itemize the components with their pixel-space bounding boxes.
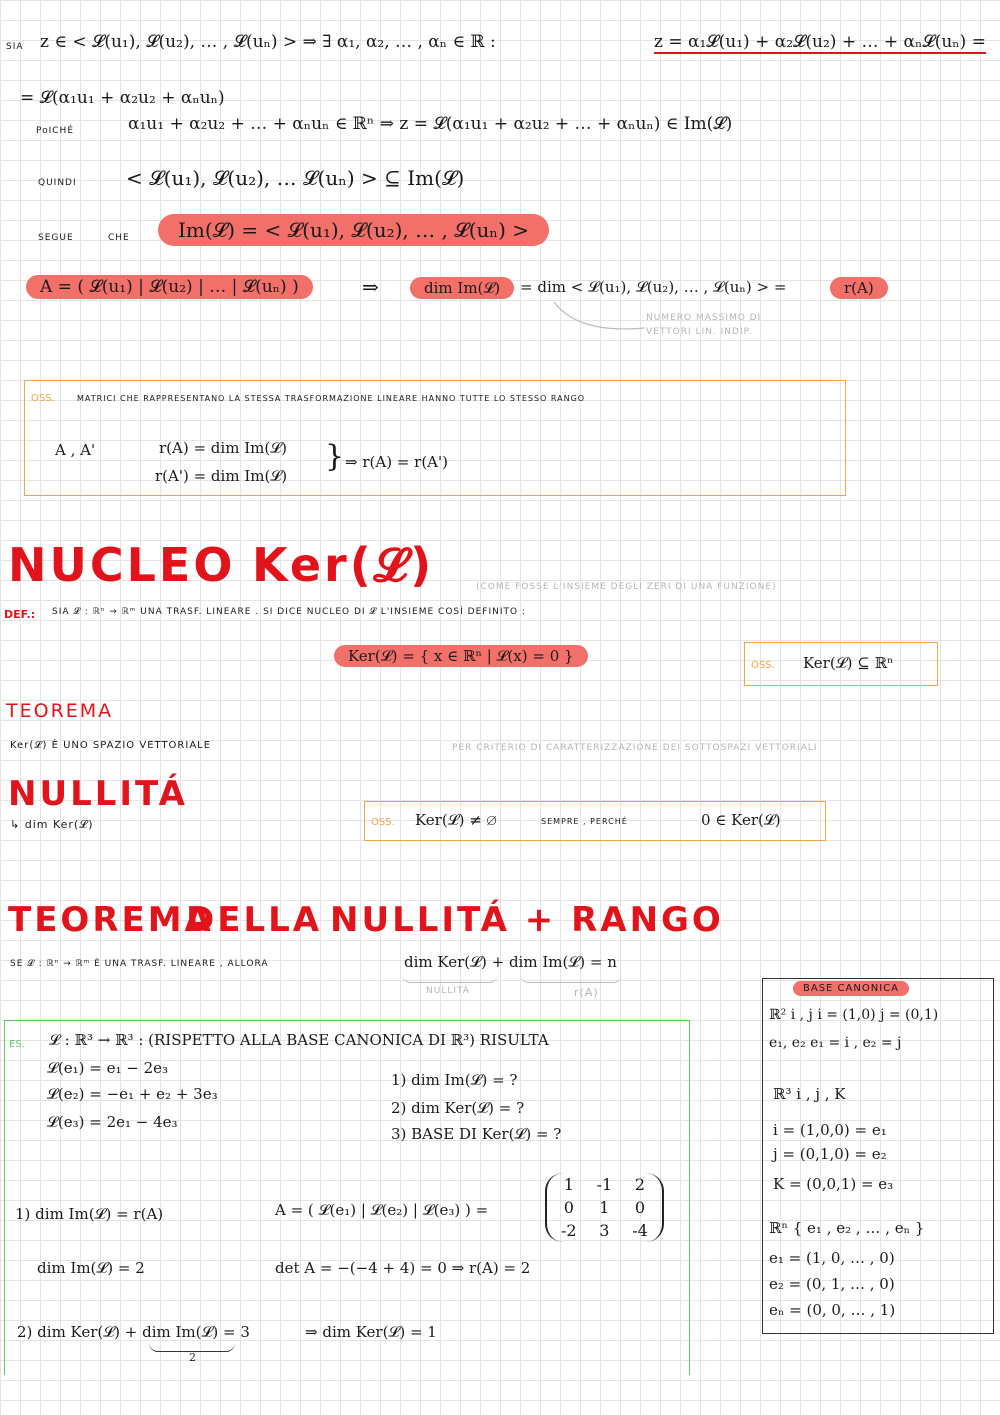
oss-ker-box: [744, 642, 938, 686]
matrix-cell: -1: [596, 1175, 613, 1194]
nullita-text: ↳ dim Ker(𝓛): [10, 818, 94, 831]
nucleo-title: NUCLEO: [8, 538, 236, 592]
matrix-row: [551, 1173, 658, 1196]
def-label: DEF.:: [4, 608, 36, 621]
oss-ker-nonempty-box: [364, 801, 826, 841]
ker-title: Ker(𝓛): [252, 538, 435, 592]
note-lin-indep: VETTORI LIN. INDIP.: [646, 327, 753, 337]
example-head: 𝓛 : ℝ³ → ℝ³ : (RISPETTO ALLA BASE CANONICA DI ℝ³) RISULTA: [49, 1031, 549, 1049]
zero-in-ker: 0 ∈ Ker(𝓛): [701, 811, 781, 829]
r3-k: K = (0,0,1) = e₃: [773, 1175, 894, 1193]
oss-label: OSS.: [751, 660, 775, 671]
example-box: [4, 1020, 690, 1375]
note-arrow-icon: [548, 300, 648, 340]
matrix-a-definition: A = ( 𝓛(u₁) | 𝓛(u₂) | … | 𝓛(uₙ) ): [26, 275, 313, 299]
question-1: 1) dim Im(𝓛) = ?: [391, 1071, 518, 1089]
quindi-label: QUINDI: [38, 178, 77, 188]
base-canonica-box: [762, 978, 994, 1334]
es-label: ES.: [9, 1039, 25, 1050]
note-max-vectors: NUMERO MASSIMO DI: [646, 313, 762, 323]
ker-definition: Ker(𝓛) = { x ∈ ℝⁿ | 𝓛(x) = 0 }: [334, 645, 588, 667]
matrix-cell: -4: [632, 1221, 648, 1240]
matrix-a: [545, 1173, 664, 1242]
base-canonica-title: BASE CANONICA: [793, 981, 909, 996]
brace-nullita-icon: [402, 974, 498, 983]
oss-rank-text: MATRICI CHE RAPPRESENTANO LA STESSA TRASFORMAZIONE LINEARE HANNO TUTTE LO STESSO RANGO: [77, 394, 586, 403]
rank-a-line: r(A) = dim Im(𝓛): [159, 439, 287, 457]
quindi-math: < 𝓛(u₁), 𝓛(u₂), … 𝓛(uₙ) > ⊆ Im(𝓛): [126, 166, 465, 190]
rn-en: eₙ = (0, 0, … , 1): [769, 1301, 896, 1319]
r3-j: j = (0,1,0) = e₂: [773, 1145, 887, 1163]
linear-combination-result: = 𝓛(α₁u₁ + α₂u₂ + αₙuₙ): [20, 88, 225, 108]
dim-ker-result: ⇒ dim Ker(𝓛) = 1: [305, 1323, 437, 1341]
r2-line: e₁, e₂ e₁ = i , e₂ = j: [769, 1035, 902, 1051]
r3-head: ℝ³ i , j , K: [773, 1085, 846, 1103]
label-nullita: NULLITÁ: [426, 986, 470, 996]
dim-image-value: dim Im(𝓛) = 2: [37, 1259, 145, 1277]
matrix-cell: -2: [561, 1221, 577, 1240]
matrix-cell: 0: [563, 1198, 574, 1217]
det-a: det A = −(−4 + 4) = 0 ⇒ r(A) = 2: [275, 1259, 531, 1277]
linear-combination: z = α₁𝓛(u₁) + α₂𝓛(u₂) + … + αₙ𝓛(uₙ) =: [654, 32, 986, 52]
oss-label: OSS.: [371, 817, 395, 828]
r2-head: ℝ² i , j i = (1,0) j = (0,1): [769, 1007, 939, 1023]
teorema-note: PER CRITERIO DI CARATTERIZZAZIONE DEI SOTTOSPAZI VETTORIALI: [452, 743, 818, 753]
sia-label: SIA: [6, 42, 24, 52]
eq-l-e3: 𝓛(e₃) = 2e₁ − 4e₃: [47, 1113, 178, 1131]
rn-head: ℝⁿ { e₁ , e₂ , … , eₙ }: [769, 1219, 925, 1237]
span-statement: z ∈ < 𝓛(u₁), 𝓛(u₂), … , 𝓛(uₙ) > ⇒ ∃ α₁, α₂, … , αₙ ∈ ℝ :: [40, 32, 496, 52]
teorema-text: Ker(𝓛) È UNO SPAZIO VETTORIALE: [10, 740, 212, 751]
rank-conclusion: ⇒ r(A) = r(A'): [345, 453, 448, 471]
dim-image: dim Im(𝓛): [410, 277, 514, 299]
image-equals-span: Im(𝓛) = < 𝓛(u₁), 𝓛(u₂), … , 𝓛(uₙ) >: [158, 214, 549, 246]
brace-icon: }: [325, 439, 345, 474]
eq-l-e2: 𝓛(e₂) = −e₁ + e₂ + 3e₃: [47, 1085, 218, 1103]
matrix-cell: 1: [563, 1175, 574, 1194]
teorema2-text: SE 𝓛 : ℝⁿ → ℝᵐ È UNA TRASF. LINEARE , ALLORA: [10, 959, 269, 969]
matrix-cell: 1: [599, 1198, 610, 1217]
brace-rank-icon: [520, 974, 622, 983]
label-rank: r(A): [574, 986, 599, 999]
matrix-cell: 0: [634, 1198, 646, 1217]
matrix-cell: 3: [599, 1221, 610, 1240]
segue-label: SEGUE: [38, 233, 74, 243]
eq-l-e1: 𝓛(e₁) = e₁ − 2e₃: [47, 1059, 169, 1077]
answer-2: 2) dim Ker(𝓛) + dim Im(𝓛) = 3: [17, 1323, 250, 1341]
matrix-a-table: [551, 1173, 658, 1242]
rank-a-prime-line: r(A') = dim Im(𝓛): [155, 467, 288, 485]
implies-arrow: ⇒: [362, 275, 379, 299]
ker-nonempty: Ker(𝓛) ≠ ∅: [415, 811, 497, 829]
matrix-a-columns: A = ( 𝓛(e₁) | 𝓛(e₂) | 𝓛(e₃) ) =: [275, 1201, 489, 1219]
della-title: DELLA: [186, 900, 323, 940]
rn-e1: e₁ = (1, 0, … , 0): [769, 1249, 895, 1267]
ker-subset: Ker(𝓛) ⊆ ℝⁿ: [803, 654, 894, 672]
def-text: SIA 𝓛 : ℝⁿ → ℝᵐ UNA TRASF. LINEARE . SI DICE NUCLEO DI 𝓛 L'INSIEME COSÌ DEFINITO :: [52, 607, 526, 617]
nullita-rango-title: NULLITÁ + RANGO: [330, 900, 724, 940]
matrix-row: [551, 1196, 658, 1219]
nucleo-note: (COME FOSSE L'INSIEME DEGLI ZERI DI UNA FUNZIONE): [476, 582, 777, 592]
question-3: 3) BASE DI Ker(𝓛) = ?: [391, 1125, 562, 1143]
r3-i: i = (1,0,0) = e₁: [773, 1121, 887, 1139]
teorema-title: TEOREMA: [6, 700, 114, 722]
nullita-title: NULLITÁ: [8, 774, 188, 814]
question-2: 2) dim Ker(𝓛) = ?: [391, 1099, 525, 1117]
teorema2-title: TEOREMA: [8, 900, 214, 940]
rank-nullity-formula: dim Ker(𝓛) + dim Im(𝓛) = n: [404, 953, 617, 971]
poiche-label: PoICHÉ: [36, 126, 75, 136]
poiche-math: α₁u₁ + α₂u₂ + … + αₙuₙ ∈ ℝⁿ ⇒ z = 𝓛(α₁u₁ + α₂u₂ + … + αₙuₙ) ∈ Im(𝓛): [128, 114, 733, 134]
rn-e2: e₂ = (0, 1, … , 0): [769, 1275, 895, 1293]
sempre-perche: SEMPRE , PERCHÉ: [541, 817, 628, 826]
matrix-cell: 2: [634, 1175, 646, 1194]
answer-1: 1) dim Im(𝓛) = r(A): [15, 1205, 164, 1223]
oss-rank-box: [24, 380, 846, 496]
oss-label: OSS.: [31, 393, 55, 404]
brace-value: 2: [189, 1351, 196, 1364]
dim-span: = dim < 𝓛(u₁), 𝓛(u₂), … , 𝓛(uₙ) > =: [520, 278, 787, 296]
rank-a: r(A): [830, 277, 888, 299]
che-label: CHE: [108, 233, 130, 243]
matrices-a-a-prime: A , A': [55, 441, 96, 459]
matrix-row: [551, 1219, 658, 1242]
